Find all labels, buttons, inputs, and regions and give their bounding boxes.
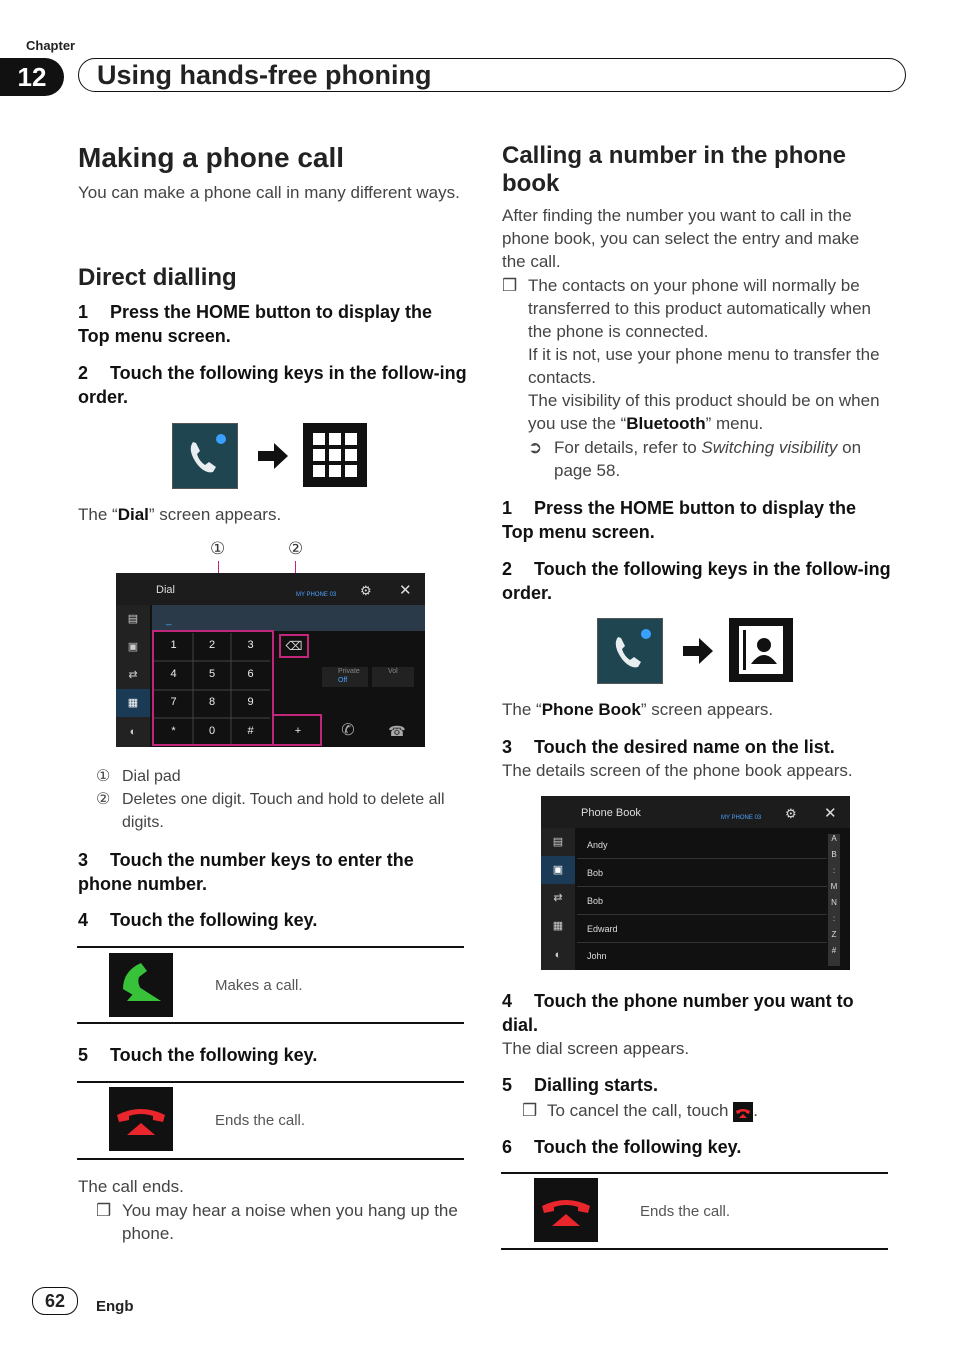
right-step-3: 3 Touch the desired name on the list. — [502, 737, 835, 757]
dialpad-tab-icon-2[interactable]: ▦ — [552, 920, 564, 932]
backspace-icon[interactable]: ⌫ — [279, 634, 309, 658]
key-3[interactable]: 3 — [247, 639, 254, 651]
phonebook-appears-text: The “Phone Book” screen appears. — [502, 700, 774, 719]
right-step-4-body: The dial screen appears. — [502, 1039, 690, 1058]
gear-icon-2[interactable]: ⚙ — [785, 806, 797, 821]
legend-2-mark: ② — [96, 791, 111, 808]
phonebook-screen-title: Phone Book — [581, 807, 641, 819]
table-rule-bottom-2 — [77, 1158, 464, 1160]
key-8[interactable]: 8 — [208, 696, 216, 708]
close-icon-2[interactable]: ✕ — [824, 805, 837, 822]
small-end-key-icon — [733, 1102, 753, 1122]
phonebook-tab-icon-2[interactable]: ▣ — [541, 856, 575, 884]
legend-2: Deletes one digit. Touch and hold to delete all digits. — [122, 791, 445, 831]
arrow-right-icon — [256, 442, 290, 475]
gear-icon[interactable]: ⚙ — [360, 583, 372, 598]
vol-button[interactable]: Vol — [372, 667, 414, 687]
right-step-4: 4 Touch the phone number you want to dial. — [502, 991, 854, 1035]
dial-grid-icon — [303, 423, 367, 487]
table-rule-top-3 — [501, 1172, 888, 1174]
preset-tab-icon-2[interactable]: ◐ — [554, 949, 562, 961]
key-5[interactable]: 5 — [208, 668, 216, 680]
page-number: 62 — [32, 1287, 78, 1315]
contact-row[interactable]: Bob — [577, 887, 827, 915]
dial-appears-text: The “Dial” screen appears. — [78, 505, 282, 524]
note-mark: ❒ — [96, 1201, 112, 1220]
phone-name-label: MY PHONE 03 — [296, 592, 337, 598]
left-step-5: 5 Touch the following key. — [78, 1045, 318, 1065]
cancel-note: To cancel the call, touch . — [547, 1101, 758, 1120]
close-icon[interactable]: ✕ — [399, 582, 412, 599]
key-1[interactable]: 1 — [170, 639, 177, 651]
language-code: Engb — [96, 1298, 134, 1315]
contact-row[interactable]: Bob — [577, 859, 827, 887]
right-step-2: 2 Touch the following keys in the follow-ing order. — [502, 559, 891, 603]
chapter-number: 12 — [0, 58, 64, 96]
hangup-key-icon[interactable]: ☎ — [388, 723, 406, 739]
legend-1-mark: ① — [96, 768, 111, 785]
legend-1: Dial pad — [122, 768, 181, 785]
note-mark-right: ❒ — [502, 276, 518, 295]
callout-2: ② — [288, 539, 304, 558]
callout-1: ① — [210, 539, 226, 558]
phonebook-intro: After finding the number you want to call in the phone book, you can select the entry and make the call. — [502, 206, 860, 271]
number-cursor: _ — [166, 615, 172, 626]
right-step-3-body: The details screen of the phone book appears. — [502, 761, 853, 780]
left-step-4: 4 Touch the following key. — [78, 910, 318, 930]
phonebook-screen — [541, 796, 850, 970]
contact-row[interactable]: Andy — [577, 831, 827, 859]
table-rule-top — [77, 946, 464, 948]
right-step-5: 5 Dialling starts. — [502, 1075, 659, 1095]
note-transfer: The contacts on your phone will normally be transferred to this product automatically when the phone is connected. If it is not, use your phone menu to transfer the contacts. The visibility of this product should be on when you use the “Bluetooth” menu. — [528, 276, 880, 433]
red-end-key-icon — [109, 1087, 173, 1151]
dialpad-highlight — [152, 630, 274, 746]
phone-name-label-2: MY PHONE 03 — [721, 815, 762, 821]
ends-call-text-right: Ends the call. — [640, 1203, 731, 1220]
contact-row[interactable]: Edward — [577, 915, 827, 943]
ends-call-text-left: Ends the call. — [215, 1112, 306, 1129]
key-2[interactable]: 2 — [208, 639, 216, 651]
phonebook-side-menu — [541, 828, 575, 970]
key-6[interactable]: 6 — [247, 668, 254, 680]
table-rule-bottom-3 — [501, 1248, 888, 1250]
phonebook-heading: Calling a number in the phone book — [502, 142, 847, 197]
direct-dialling-heading: Direct dialling — [78, 264, 237, 291]
history-tab-icon[interactable]: ▤ — [127, 613, 139, 625]
preset-tab-icon[interactable]: ◐ — [129, 726, 137, 738]
left-step-1: 1 Press the HOME button to display the Top menu screen. — [78, 302, 433, 346]
contact-book-icon — [729, 618, 793, 682]
key-7[interactable]: 7 — [170, 696, 177, 708]
table-rule-bottom — [77, 1022, 464, 1024]
dial-screen-title: Dial — [156, 584, 175, 596]
chapter-title: Using hands-free phoning — [78, 58, 906, 92]
red-end-key-icon-2 — [534, 1178, 598, 1242]
history-tab-icon-2[interactable]: ▤ — [552, 836, 564, 848]
alphabet-index[interactable]: A B : M N : Z # — [828, 834, 840, 966]
dial-screen — [116, 573, 425, 747]
key-4[interactable]: 4 — [170, 668, 177, 680]
table-rule-top-2 — [77, 1081, 464, 1083]
key-star[interactable]: * — [171, 725, 176, 737]
phone-key-icon-right — [597, 618, 663, 684]
call-transfer-tab-icon[interactable]: ⇄ — [128, 669, 138, 681]
dial-side-menu — [116, 605, 150, 747]
green-call-key-icon — [109, 953, 173, 1017]
call-ends-text: The call ends. — [78, 1177, 184, 1196]
right-step-6: 6 Touch the following key. — [502, 1137, 742, 1157]
reference-text: For details, refer to Switching visibility on page 58. — [554, 438, 862, 480]
private-button[interactable]: Private Off — [322, 667, 368, 687]
key-hash[interactable]: # — [247, 725, 254, 737]
phonebook-tab-icon[interactable]: ▣ — [127, 641, 139, 653]
reference-arrow-icon: ➲ — [528, 438, 543, 457]
call-key-icon[interactable]: ✆ — [341, 722, 355, 739]
plus-highlight — [274, 714, 322, 746]
makes-call-text: Makes a call. — [215, 977, 303, 994]
key-9[interactable]: 9 — [247, 696, 254, 708]
key-plus[interactable]: + — [294, 725, 302, 737]
key-0[interactable]: 0 — [208, 725, 216, 737]
call-transfer-tab-icon-2[interactable]: ⇄ — [553, 892, 563, 904]
left-step-2: 2 Touch the following keys in the follow-ing order. — [78, 363, 467, 407]
intro-text: You can make a phone call in many different ways. — [78, 183, 460, 202]
contact-row[interactable]: John — [587, 951, 607, 961]
page-title: Making a phone call — [78, 142, 345, 173]
left-step-3: 3 Touch the number keys to enter the phone number. — [78, 850, 414, 894]
arrow-right-icon-2 — [681, 637, 715, 670]
right-step-1: 1 Press the HOME button to display the Top menu screen. — [502, 498, 857, 542]
chapter-label: Chapter — [26, 38, 76, 53]
number-display — [152, 605, 425, 631]
phone-key-icon — [172, 423, 238, 489]
dialpad-tab-icon[interactable]: ▦ — [116, 689, 150, 717]
noise-note: You may hear a noise when you hang up the phone. — [122, 1201, 458, 1243]
note-mark-cancel: ❒ — [522, 1101, 538, 1120]
